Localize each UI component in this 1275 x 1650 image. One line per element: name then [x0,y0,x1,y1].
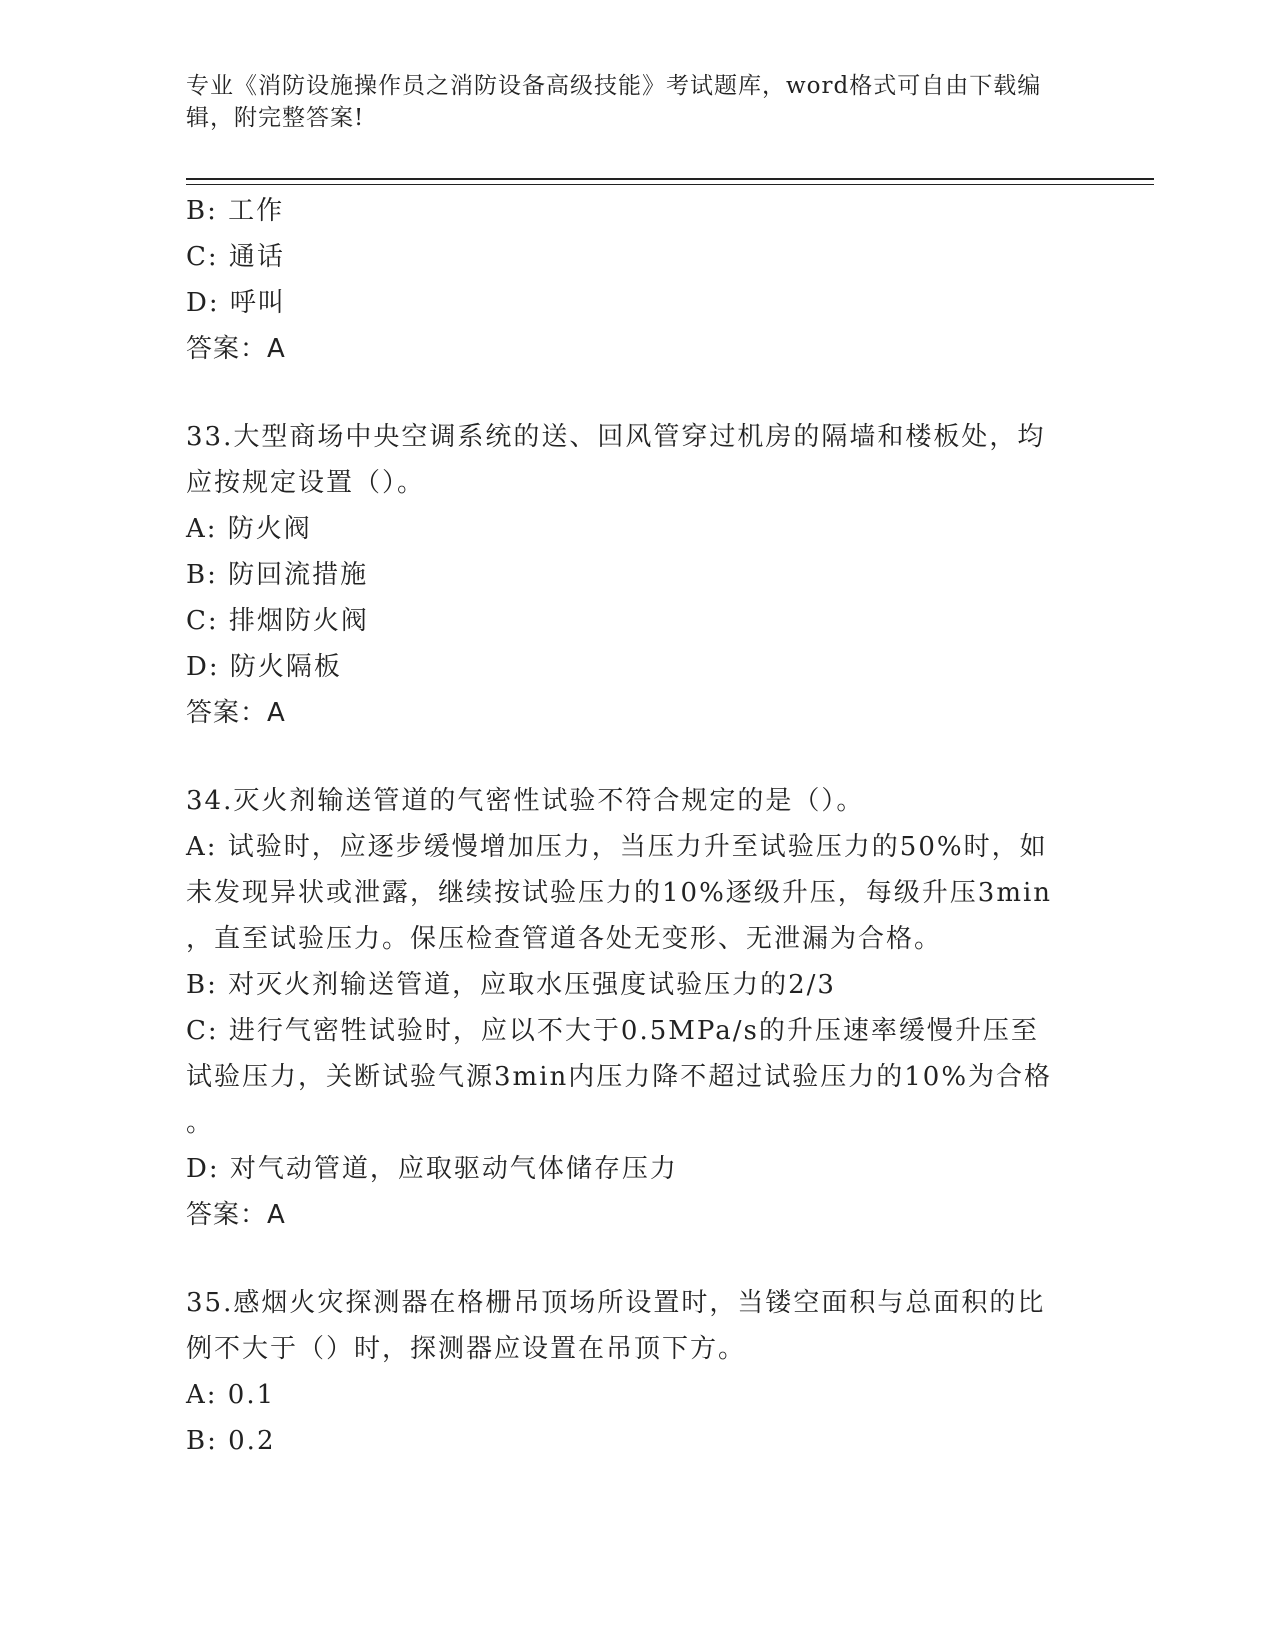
option-c: C: 通话 [186,242,285,272]
option-b: B: 对灭火剂输送管道，应取水压强度试验压力的2/3 [186,970,836,1000]
option-a: A: 试验时，应逐步缓慢增加压力，当压力升至试验压力的50%时，如 [186,832,1048,862]
option-c-continued: 。 [186,1108,215,1138]
question-stem: 34.灭火剂输送管道的气密性试验不符合规定的是（）。 [186,786,865,816]
option-b: B: 工作 [186,196,285,226]
header-divider-thin [186,184,1154,185]
option-a: A: 防火阀 [186,514,312,544]
option-c-continued: 试验压力，关断试验气源3min内压力降不超过试验压力的10%为合格 [186,1062,1053,1092]
spacer [186,736,1066,778]
option-b: B: 0.2 [186,1426,276,1456]
question-stem: 应按规定设置（）。 [186,468,426,498]
spacer [186,372,1066,414]
question-stem: 33.大型商场中央空调系统的送、回风管穿过机房的隔墙和楼板处，均 [186,422,1046,452]
answer-line: 答案：A [186,1200,286,1230]
question-35 [186,1280,1066,1464]
answer-line: 答案：A [186,334,286,364]
question-32-tail [186,188,1066,372]
option-a-continued: ，直至试验压力。保压检查管道各处无变形、无泄漏为合格。 [186,924,943,954]
option-d: D: 防火隔板 [186,652,342,682]
document-header [186,70,1066,134]
question-stem: 例不大于（）时，探测器应设置在吊顶下方。 [186,1334,747,1364]
option-c: C: 进行气密牲试验时，应以不大于0.5MPa/s的升压速率缓慢升压至 [186,1016,1039,1046]
option-a: A: 0.1 [186,1380,276,1410]
header-line-2: 辑，附完整答案! [186,105,365,131]
header-line-1: 专业《消防设施操作员之消防设备高级技能》考试题库，word格式可自由下载编 [186,73,1042,99]
header-divider-thick [186,178,1154,180]
question-34 [186,778,1066,1238]
answer-line: 答案：A [186,698,286,728]
question-stem: 35.感烟火灾探测器在格栅吊顶场所设置时，当镂空面积与总面积的比 [186,1288,1046,1318]
option-a-continued: 未发现异状或泄露，继续按试验压力的10%逐级升压，每级升压3min [186,878,1053,908]
question-list [186,188,1066,1464]
option-d: D: 呼叫 [186,288,286,318]
option-b: B: 防回流措施 [186,560,369,590]
spacer [186,1238,1066,1280]
option-d: D: 对气动管道，应取驱动气体储存压力 [186,1154,678,1184]
option-c: C: 排烟防火阀 [186,606,369,636]
question-33 [186,414,1066,736]
